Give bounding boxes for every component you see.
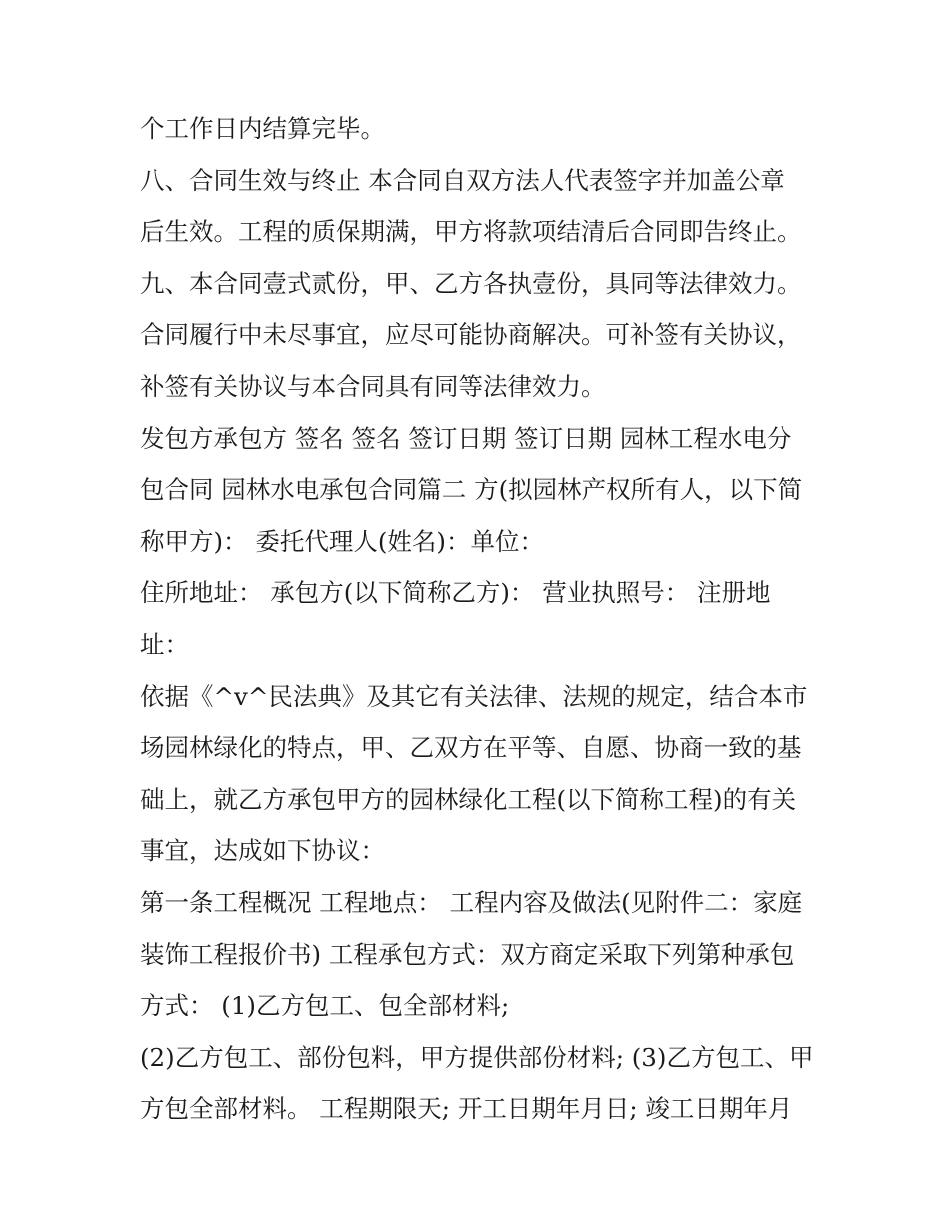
text-line: 八、合同生效与终止 本合同自双方法人代表签字并加盖公章: [140, 165, 785, 195]
text-line: (2)乙方包工、部份包料，甲方提供部份材料; (3)乙方包工、甲: [140, 1042, 814, 1072]
text-line: 后生效。工程的质保期满，甲方将款项结清后合同即告终止。: [140, 217, 802, 247]
text-line: 九、本合同壹式贰份，甲、乙方各执壹份，具同等法律效力。: [140, 268, 802, 298]
text-line: 包合同 园林水电承包合同篇二 方(拟园林产权所有人，以下简: [140, 475, 803, 505]
text-line: 依据《^v^民法典》及其它有关法律、法规的规定，结合本市: [140, 681, 808, 711]
text-line: 事宜，达成如下协议：: [140, 836, 385, 866]
text-line: 装饰工程报价书) 工程承包方式：双方商定采取下列第种承包: [140, 939, 795, 969]
text-line: 个工作日内结算完毕。: [140, 114, 385, 143]
text-line: 方包全部材料。 工程期限天; 开工日期年月日; 竣工日期年月: [140, 1094, 793, 1124]
text-line: 址：: [140, 629, 189, 659]
text-line: 合同履行中未尽事宜，应尽可能协商解决。可补签有关协议，: [140, 320, 802, 350]
text-line: 补签有关协议与本合同具有同等法律效力。: [140, 371, 606, 401]
text-line: 住所地址： 承包方(以下简称乙方)： 营业执照号： 注册地: [140, 578, 771, 608]
text-line: 第一条工程概况 工程地点： 工程内容及做法(见附件二：家庭: [140, 887, 803, 917]
text-line: 发包方承包方 签名 签名 签订日期 签订日期 园林工程水电分: [140, 423, 792, 453]
text-line: 础上，就乙方承包甲方的园林绿化工程(以下简称工程)的有关: [140, 784, 797, 814]
text-line: 方式： (1)乙方包工、包全部材料;: [140, 991, 510, 1021]
text-line: 称甲方)： 委托代理人(姓名)：单位：: [140, 526, 544, 556]
text-line: 场园林绿化的特点，甲、乙双方在平等、自愿、协商一致的基: [140, 733, 802, 763]
contract-text: [140, 103, 820, 1135]
